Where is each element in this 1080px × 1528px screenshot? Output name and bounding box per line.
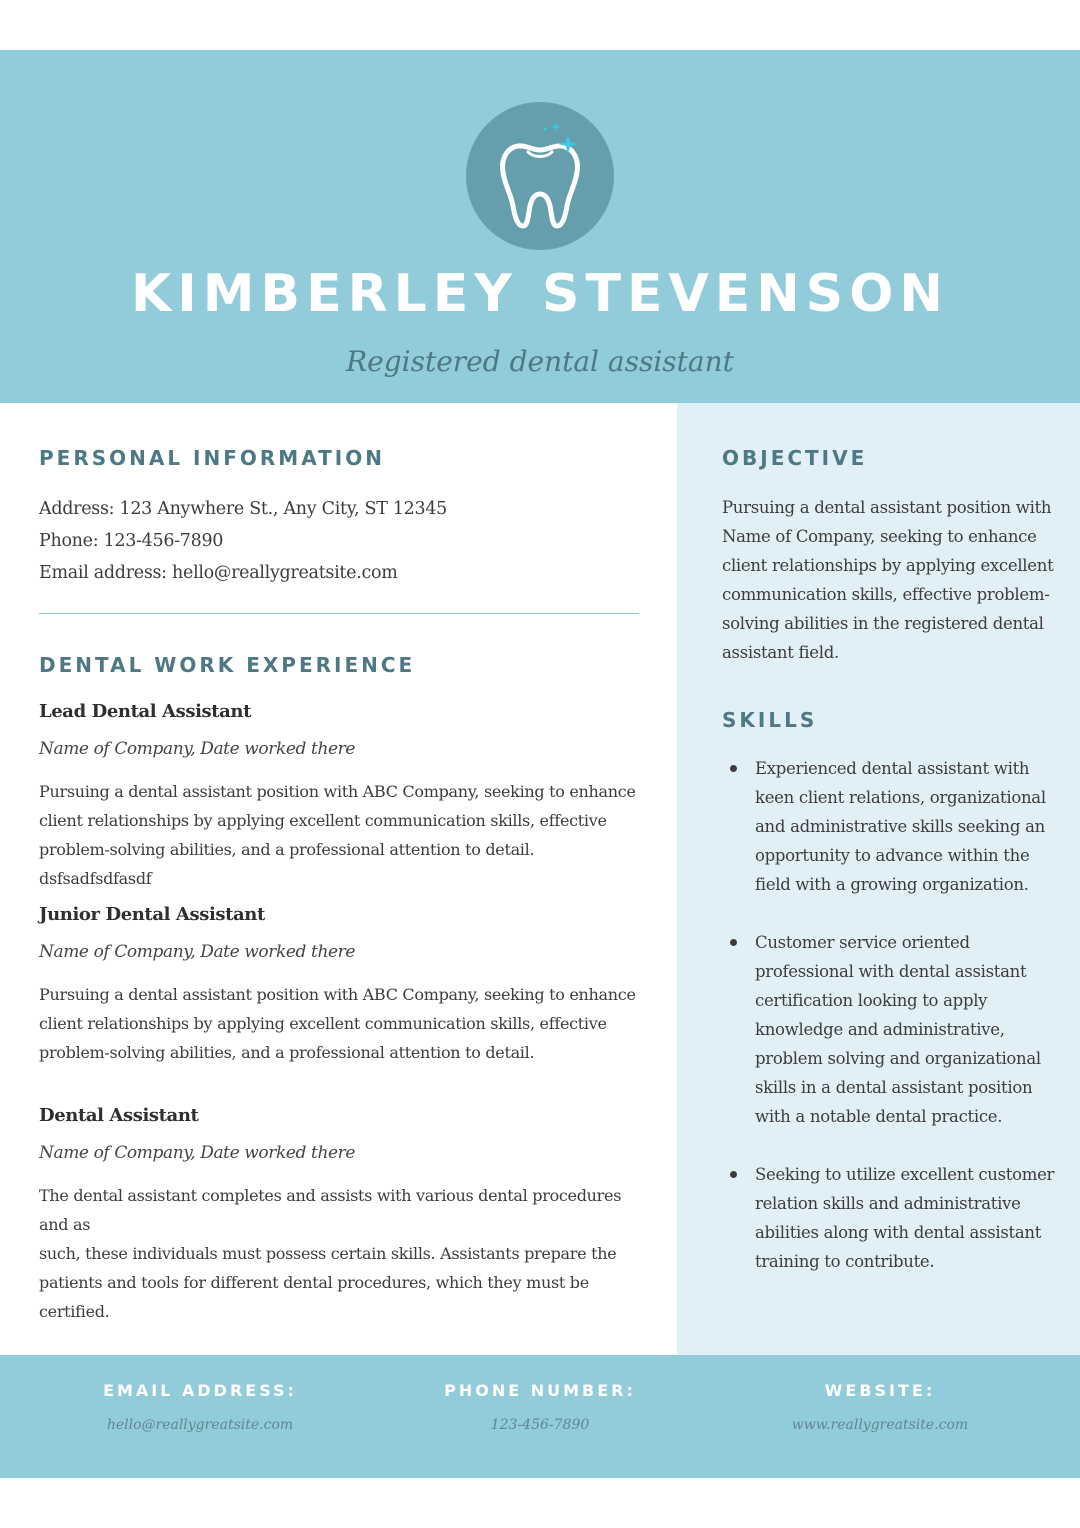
- job-description-line: such, these individuals must possess certain skills. Assistants prepare the: [39, 1244, 617, 1263]
- footer-phone-value: 123-456-7890: [490, 1417, 590, 1433]
- job-description: [39, 777, 639, 893]
- logo: [466, 102, 614, 250]
- footer-website-label: WEBSITE:: [824, 1381, 936, 1400]
- header-banner: [0, 50, 1080, 403]
- footer-phone-label: PHONE NUMBER:: [444, 1381, 636, 1400]
- objective-line: Name of Company, seeking to enhance: [722, 527, 1037, 546]
- list-item: [722, 1160, 1057, 1276]
- objective-line: assistant field.: [722, 643, 839, 662]
- job-description-line: problem-solving abilities, and a professional attention to detail.: [39, 1043, 535, 1062]
- footer-website-value[interactable]: www.reallygreatsite.com: [791, 1417, 969, 1433]
- job-company-date: Name of Company, Date worked there: [39, 739, 356, 759]
- job-description: [39, 1181, 639, 1326]
- tooth-icon: [466, 102, 614, 250]
- phone-text: Phone: 123-456-7890: [39, 531, 224, 551]
- job-description-line: problem-solving abilities, and a professional attention to detail. dsfsadfsdfasdf: [39, 840, 535, 888]
- job-company-date: Name of Company, Date worked there: [39, 942, 356, 962]
- list-item: [722, 928, 1057, 1131]
- footer-website: [700, 1355, 1060, 1436]
- job-description-line: Pursuing a dental assistant position with ABC Company, seeking to enhance: [39, 782, 636, 801]
- personal-info-heading: PERSONAL INFORMATION: [39, 446, 385, 470]
- objective-line: communication skills, effective problem-: [722, 585, 1050, 604]
- job-description-line: client relationships by applying excellent communication skills, effective: [39, 1014, 607, 1033]
- list-item: [722, 754, 1057, 899]
- experience-heading: DENTAL WORK EXPERIENCE: [39, 653, 416, 677]
- objective-heading: OBJECTIVE: [722, 446, 868, 470]
- address-text: Address: 123 Anywhere St., Any City, ST 12345: [39, 499, 448, 519]
- bullet-icon: [730, 939, 737, 946]
- job-description-line: The dental assistant completes and assists with various dental procedures and as: [39, 1186, 622, 1234]
- objective-line: client relationships by applying excellent: [722, 556, 1054, 575]
- footer-email: [20, 1355, 380, 1436]
- job-title-subtitle: Registered dental assistant: [346, 345, 734, 378]
- bullet-icon: [730, 765, 737, 772]
- job-description-line: client relationships by applying excellent communication skills, effective: [39, 811, 607, 830]
- bullet-icon: [730, 1171, 737, 1178]
- skill-text: Experienced dental assistant with keen client relations, organizational and administrative skills seeking an opportunity to advance within the field with a growing organization.: [755, 759, 1046, 894]
- objective-line: Pursuing a dental assistant position with: [722, 498, 1052, 517]
- job-title: Junior Dental Assistant: [39, 904, 265, 925]
- candidate-name: KIMBERLEY STEVENSON: [131, 264, 949, 324]
- job-description: [39, 980, 639, 1067]
- skill-text: Seeking to utilize excellent customer relation skills and administrative abilities along with dental assistant training to contribute.: [755, 1165, 1055, 1271]
- job-description-line: patients and tools for different dental procedures, which they must be certified.: [39, 1273, 589, 1321]
- footer-phone: [360, 1355, 720, 1436]
- footer-banner: [0, 1355, 1080, 1478]
- email-text: Email address: hello@reallygreatsite.com: [39, 563, 398, 583]
- job-title: Lead Dental Assistant: [39, 701, 252, 722]
- footer-email-value[interactable]: hello@reallygreatsite.com: [106, 1417, 294, 1433]
- objective-text: [722, 493, 1062, 667]
- job-company-date: Name of Company, Date worked there: [39, 1143, 356, 1163]
- personal-info-block: [39, 493, 447, 589]
- job-description-line: Pursuing a dental assistant position with ABC Company, seeking to enhance: [39, 985, 636, 1004]
- section-divider: [39, 613, 639, 614]
- skill-text: Customer service oriented professional with dental assistant certification looking to apply knowledge and administrative, problem solving and organizational skills in a dental assistant position with a notable dental practice.: [755, 933, 1041, 1126]
- job-title: Dental Assistant: [39, 1105, 199, 1126]
- footer-email-label: EMAIL ADDRESS:: [103, 1381, 297, 1400]
- objective-line: solving abilities in the registered dental: [722, 614, 1044, 633]
- skills-heading: SKILLS: [722, 708, 818, 732]
- skills-list: [722, 754, 1057, 1305]
